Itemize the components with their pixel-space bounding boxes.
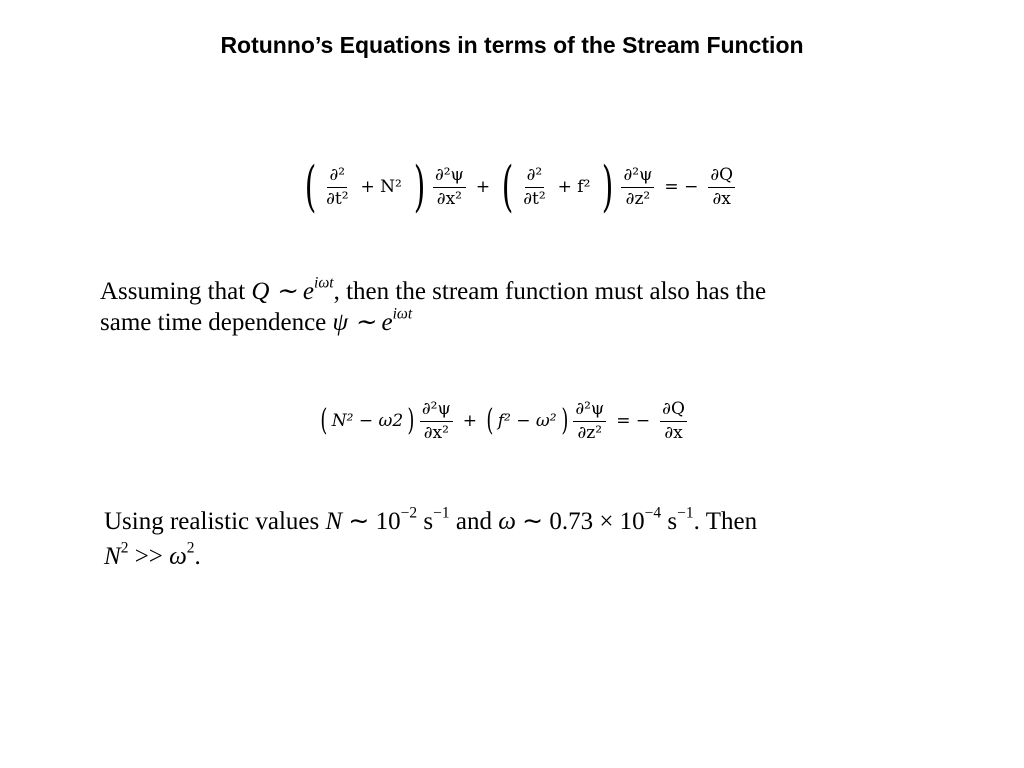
- exponent: iωt: [392, 305, 413, 323]
- exponent: −4: [644, 504, 662, 522]
- paren-close: ): [413, 155, 426, 218]
- fraction-dq-dx: [708, 166, 735, 208]
- fraction-numerator: ∂Q: [660, 400, 687, 422]
- exponent: 2: [120, 539, 129, 557]
- paragraph-line: [100, 276, 980, 307]
- fraction-numerator: ∂²ψ: [573, 400, 606, 422]
- fraction-dq-dx: [660, 400, 687, 442]
- fraction-numerator: ∂²ψ: [433, 166, 466, 188]
- omega-symbol: ω: [498, 508, 516, 535]
- equation-1: [300, 155, 738, 218]
- fraction-d2psi-dz2: [573, 400, 606, 442]
- paragraph-line: [104, 506, 984, 537]
- fraction-denominator: ∂t²: [523, 188, 546, 209]
- fraction-d2psi-dx2: [433, 166, 466, 208]
- exponent: −2: [400, 504, 418, 522]
- plus-f-squared: + f²: [557, 177, 591, 197]
- fraction-d2psi-dz2: [621, 166, 654, 208]
- fraction-numerator: ∂²: [525, 166, 545, 188]
- fraction-d2psi-dx2: [420, 400, 453, 442]
- n-symbol: N: [104, 543, 121, 570]
- text-run: Assuming that: [100, 278, 252, 305]
- paren-close: ): [560, 403, 568, 439]
- fraction-denominator: ∂x: [664, 422, 683, 443]
- exponent: −1: [677, 504, 694, 522]
- n-value: ∼ 10: [342, 508, 401, 535]
- fraction-denominator: ∂t²: [326, 188, 349, 209]
- omega-value: ∼ 0.73 × 10: [515, 508, 645, 535]
- paren-open: (: [304, 155, 317, 218]
- n-symbol: N: [325, 508, 343, 535]
- fraction-denominator: ∂x²: [423, 422, 449, 443]
- exponent: iωt: [314, 274, 334, 292]
- text-run: . Then: [693, 508, 758, 535]
- text-run: Using realistic values: [104, 508, 326, 535]
- paren-open: (: [320, 403, 328, 439]
- paren-close: ): [602, 155, 614, 218]
- fraction-d2-dt2: [324, 166, 350, 208]
- plus-n-squared: + N²: [360, 177, 402, 197]
- paren-open: (: [486, 403, 494, 439]
- f2-minus-omega-group: f² − ω²: [497, 411, 557, 432]
- slide-title: Rotunno’s Equations in terms of the Stream Function: [220, 32, 804, 58]
- equals-minus: = −: [616, 411, 651, 432]
- fraction-d2-dt2: [521, 166, 547, 208]
- text-run: and: [449, 508, 499, 535]
- equals-minus: = −: [664, 177, 699, 197]
- exponent: −1: [433, 504, 450, 522]
- unit: s: [417, 508, 434, 535]
- paren-close: ): [407, 403, 415, 439]
- fraction-numerator: ∂Q: [708, 166, 735, 188]
- omega-symbol: ω: [169, 543, 187, 570]
- text-run: same time dependence: [100, 309, 333, 336]
- n2-minus-omega-group: N² − ω2: [331, 411, 404, 432]
- fraction-numerator: ∂²ψ: [420, 400, 453, 422]
- greater-than: >>: [128, 543, 170, 570]
- plus-operator: +: [462, 411, 478, 432]
- text-run: , then the stream function must also has the: [333, 278, 767, 305]
- unit: s: [661, 508, 678, 535]
- psi-expression: ψ ∼ e: [332, 309, 393, 336]
- realistic-values-paragraph: [104, 506, 984, 572]
- equation-2: [318, 400, 690, 442]
- q-expression: Q ∼ e: [251, 278, 315, 305]
- paragraph-line: [100, 307, 980, 338]
- paren-open: (: [501, 155, 514, 218]
- fraction-denominator: ∂x: [712, 188, 731, 209]
- exponent: 2: [186, 539, 195, 557]
- assumption-paragraph: [100, 276, 980, 338]
- fraction-denominator: ∂z²: [625, 188, 651, 209]
- fraction-numerator: ∂²: [327, 166, 347, 188]
- paragraph-line: [104, 541, 984, 572]
- fraction-numerator: ∂²ψ: [621, 166, 654, 188]
- fraction-denominator: ∂z²: [577, 422, 603, 443]
- fraction-denominator: ∂x²: [436, 188, 462, 209]
- period: .: [194, 543, 201, 570]
- plus-operator: +: [475, 177, 491, 197]
